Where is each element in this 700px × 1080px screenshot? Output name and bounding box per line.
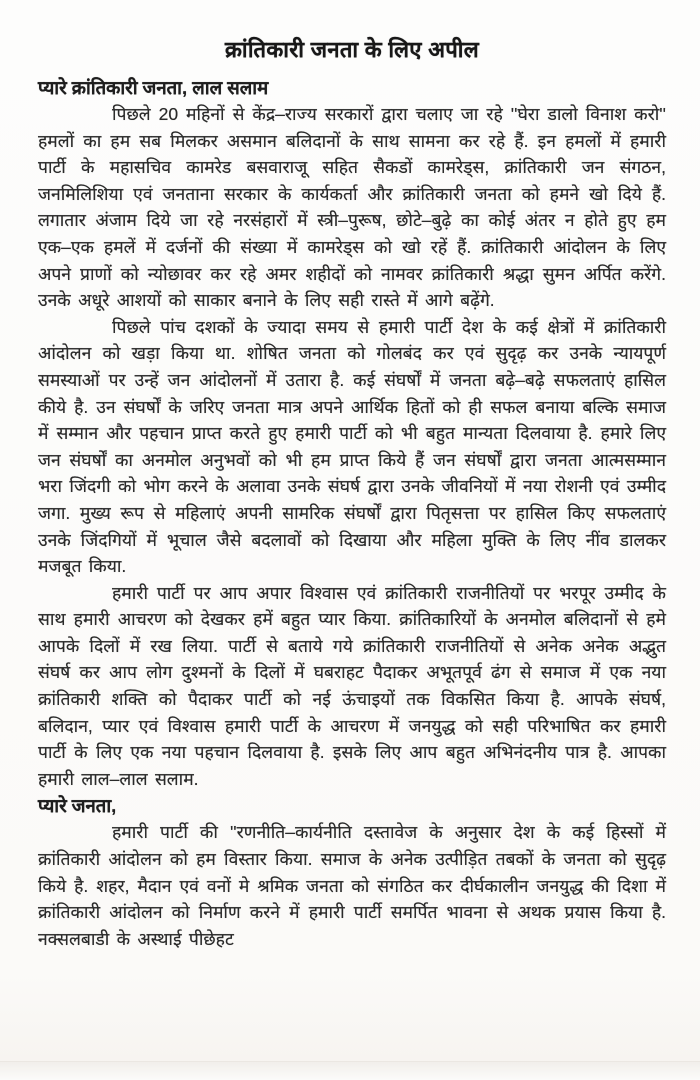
salutation-primary: प्यारे क्रांतिकारी जनता, लाल सलाम (38, 77, 269, 98)
paragraph-strategy-document: हमारी पार्टी की ''रणनीति–कार्यनीति दस्तावेज के अनुसार देश के कई हिस्सों में क्रांतिकारी आंदोलन को हम विस्तार किया. समाज के अनेक उत्पीड़ित तबकों के जनता को सुदृढ़ किये है. शहर, मैदान एवं वनों मे श्रमिक जनता को संगठित कर दीर्घकालीन जनयुद्ध की दिशा में क्रांतिकारी आंदोलन को निर्माण करने में हमारी पार्टी समर्पित भावना से अथक प्रयास किया है. नक्सलबाडी के अस्थाई पीछेहट (38, 822, 666, 949)
paragraph-trust-and-sacrifice: हमारी पार्टी पर आप अपार विश्वास एवं क्रांतिकारी राजनीतियों पर भरपूर उम्मीद के साथ हमारी आचरण को देखकर हमें बहुत प्यार किया. क्रांतिकारियों के अनमोल बलिदानों से हमे आपके दिलों में रख लिया. पार्टी से बताये गये क्रांतिकारी राजनीतियों से अनेक अनेक अद्भुत संघर्ष कर आप लोग दुश्मनों के दिलों में घबराहट पैदाकर अभूतपूर्व ढंग से समाज में एक नया क्रांतिकारी शक्ति को पैदाकर पार्टी को नई ऊंचाइयों तक विकसित किया है. आपके संघर्ष, बलिदान, प्यार एवं विश्वास हमारी पार्टी के आचरण में जनयुद्ध को सही परिभाषित कर हमारी पार्टी के लिए एक नया पहचान दिलवाया है. इसके लिए आप बहुत अभिनंदनीय पात्र है. आपका हमारी लाल–लाल सलाम. (38, 582, 666, 789)
paragraph-attacks-and-losses: पिछले 20 महिनों से केंद्र–राज्य सरकारों द्वारा चलाए जा रहे ''घेरा डालो विनाश करो'' हमलों का हम सब मिलकर असमान बलिदानों के साथ सामना कर रहे हैं. इन हमलों में हमारी पार्टी के महासचिव कामरेड बसवाराजू सहित सैकडों कामरेड्स, क्रांतिकारी जन संगठन, जनमिलिशिया एवं जनताना सरकार के कार्यकर्ता और क्रांतिकारी जनता को हमने खो दिये हैं. लगातार अंजाम दिये जा रहे नरसंहारों में स्त्री–पुरूष, छोटे–बुढ़े का कोई अंतर न होते हुए हम एक–एक हमलें में दर्जनों की संख्या में कामरेड्स को खो रहें हैं. क्रांतिकारी आंदोलन के लिए अपने प्राणों को न्योछावर कर रहे अमर शहीदों को नामवर क्रांतिकारी श्रद्धा सुमन अर्पित करेंगे. उनके अधूरे आशयों को साकार बनाने के लिए सही रास्ते में आगे बढ़ेंगे. (38, 104, 666, 311)
salutation-secondary: प्यारे जनता, (38, 795, 117, 817)
paragraph-five-decades-movement: पिछले पांच दशकों के ज्यादा समय से हमारी पार्टी देश के कई क्षेत्रों में क्रांतिकारी आंदोलन को खड़ा किया था. शोषित जनता को गोलबंद कर एवं सुदृढ़ कर उनके न्यायपूर्ण समस्याओं पर उन्हें जन आंदोलनों में उतारा है. कई संघर्षों में जनता बढ़े–बढ़े सफलताएं हासिल कीये है. उन संघर्षों के जरिए जनता मात्र अपने आर्थिक हितों को ही सफल बनाया बल्कि समाज में सम्मान और पहचान प्राप्त करते हुए हमारी पार्टी को भी बहुत मान्यता दिलवाया है. हमारे लिए जन संघर्षों का अनमोल अनुभवों को भी हम प्राप्त किये हैं जन संघर्षों द्वारा जनता आत्मसम्मान भरा जिंदगी को भोग करने के अलावा उनके संघर्ष द्वारा उनके जीवनियों में नया रोशनी एवं उम्मीद जगा. मुख्य रूप से महिलाएं अपनी सामरिक संघर्षों द्वारा पितृसत्ता पर हासिल किए सफलताएं उनके जिंदगियों में भूचाल जैसे बदलावों को दिखाया और महिला मुक्ति के लिए नींव डालकर मजबूत किया. (38, 316, 666, 577)
document-title: क्रांतिकारी जनता के लिए अपील (224, 37, 480, 62)
scan-bottom-edge (0, 1061, 700, 1080)
